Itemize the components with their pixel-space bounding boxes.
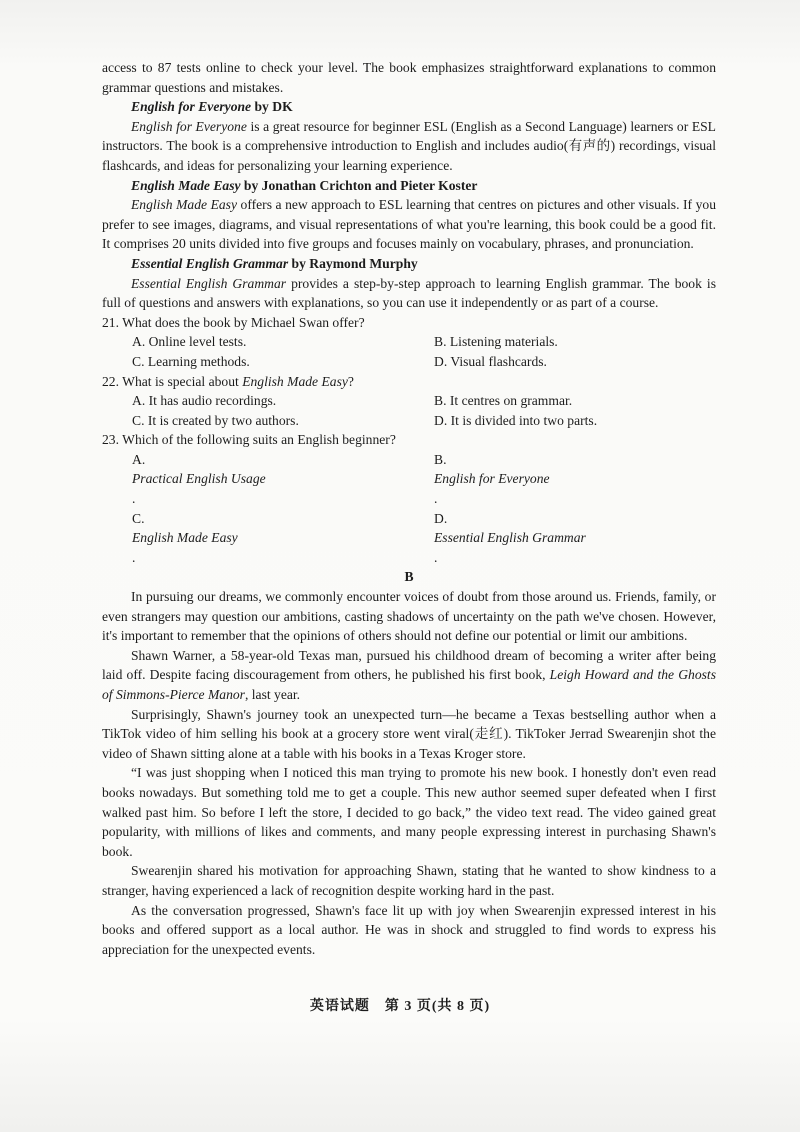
- book-title-english-made-easy: English Made Easy by Jonathan Crichton and Pieter Koster: [131, 177, 478, 193]
- option: C. Learning methods.: [132, 353, 250, 369]
- passage-b-paragraph-4: “I was just shopping when I noticed this man trying to promote his new book. I honestly don't even read books nowadays. But something told me to get a couple. This new author seemed super defeated when I first walked past him. So before I left the store, I decided to go back,” the video text read. The video gained great popularity, with millions of likes and comments, and many people expressing interest in purchasing Shawn's book.: [102, 765, 716, 859]
- passage-b-paragraph-3: Surprisingly, Shawn's journey took an unexpected turn—he became a Texas bestselling author when a TikTok video of him selling his book at a grocery store went viral(走红). TikToker Jerrad Swearenjin shot the video of Shawn sitting alone at a table with his books in a Texas Kroger store.: [102, 706, 716, 761]
- passage-b-paragraph-1: In pursuing our dreams, we commonly encounter voices of doubt from those around us. Friends, family, or even strangers may question our ambitions, casting shadows of uncertainty on the path we've chosen. However, it's important to remember that the opinions of others should not define our potential or limit our ambitions.: [102, 589, 716, 644]
- option: A. Practical English Usage .: [132, 451, 266, 507]
- option: B. English for Everyone .: [434, 451, 550, 507]
- book-description: Essential English Grammar provides a step-by-step approach to learning English grammar. The book is full of questions and answers with explanations, so you can use it independently or as part of a course.: [102, 275, 716, 311]
- book-description: English Made Easy offers a new approach to ESL learning that centres on pictures and other visuals. If you prefer to see images, diagrams, and visual representations of what you're learning, this book could be a good fit. It comprises 20 units divided into five groups and focuses mainly on vocabulary, phrases, and pronunciation.: [102, 197, 716, 252]
- option: D. Essential English Grammar .: [434, 510, 586, 565]
- question-22: 22. What is special about English Made Easy?: [102, 373, 354, 389]
- book-title-english-for-everyone: English for Everyone by DK: [131, 99, 293, 115]
- question-22-options: [132, 391, 716, 430]
- section-b-heading: B: [404, 569, 414, 585]
- option: D. Visual flashcards.: [434, 353, 547, 369]
- book-description: English for Everyone is a great resource for beginner ESL (English as a Second Language) learners or ESL instructors. The book is a comprehensive introduction to English and includes audio(有声的) recordings, visual flashcards, and ideas for personalizing your learning experience.: [102, 118, 716, 173]
- passage-b-paragraph-6: As the conversation progressed, Shawn's face lit up with joy when Swearenjin expressed interest in his books and offered support as a local author. He was in shock and struggled to find words to express his appreciation for the unexpected events.: [102, 902, 716, 957]
- question-23-options: [132, 450, 716, 568]
- intro-paragraph: access to 87 tests online to check your level. The book emphasizes straightforward explanations to common grammar questions and mistakes.: [102, 60, 716, 95]
- option: C. English Made Easy .: [132, 510, 238, 565]
- passage-b-paragraph-5: Swearenjin shared his motivation for approaching Shawn, stating that he wanted to show kindness to a stranger, having experienced a lack of recognition despite working hard in the past.: [102, 863, 716, 898]
- question-21-options: [132, 332, 716, 371]
- option: C. It is created by two authors.: [132, 412, 299, 428]
- page-content: [102, 58, 716, 959]
- option: B. Listening materials.: [434, 334, 558, 350]
- passage-b-paragraph-2: Shawn Warner, a 58-year-old Texas man, pursued his childhood dream of becoming a writer after being laid off. Despite facing discouragement from others, he published his first book, Leigh Howard and the Ghosts of Simmons-Pierce Manor, last year.: [102, 647, 716, 702]
- option: B. It centres on grammar.: [434, 393, 573, 409]
- question-23: 23. Which of the following suits an English beginner?: [102, 432, 396, 448]
- question-21: 21. What does the book by Michael Swan offer?: [102, 314, 365, 330]
- option: A. It has audio recordings.: [132, 393, 277, 409]
- option: D. It is divided into two parts.: [434, 412, 598, 428]
- book-title-essential-english-grammar: Essential English Grammar by Raymond Murphy: [131, 255, 418, 271]
- option: A. Online level tests.: [132, 334, 247, 350]
- page-footer: 英语试题 第 3 页(共 8 页): [309, 999, 491, 1014]
